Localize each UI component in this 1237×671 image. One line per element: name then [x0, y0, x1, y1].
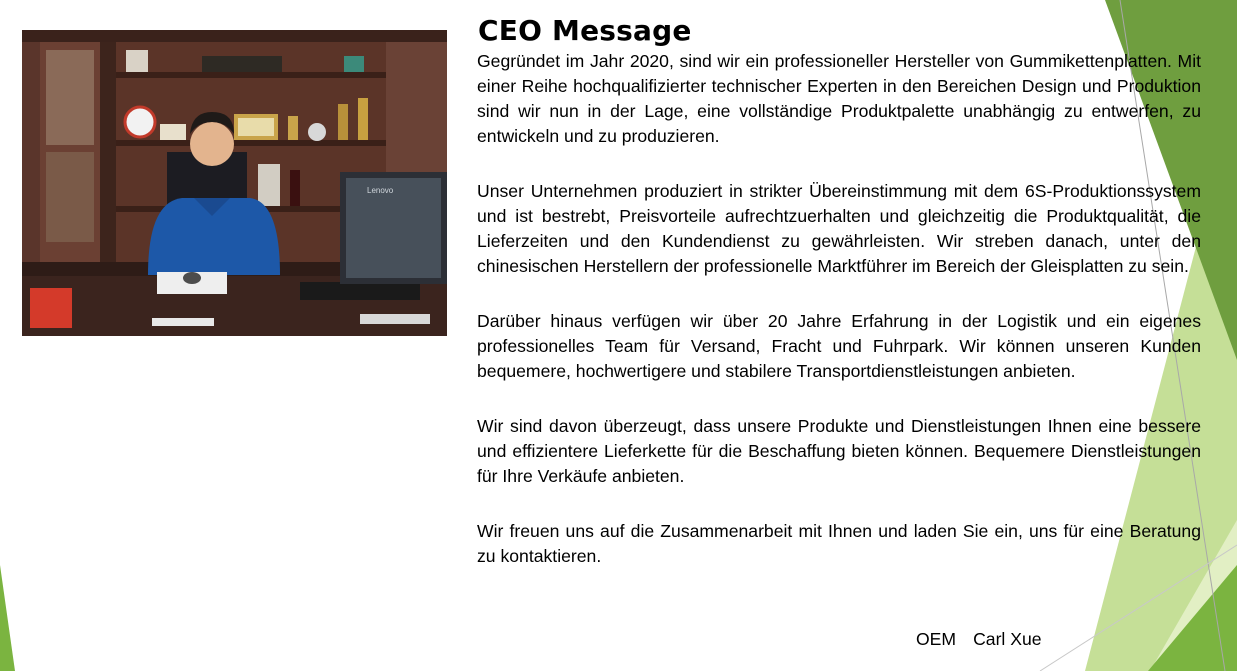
signature-name: Carl Xue: [973, 629, 1042, 649]
page-title: CEO Message: [478, 14, 692, 47]
ceo-message-body: [477, 49, 1201, 569]
signature-role: OEM: [916, 629, 957, 649]
left-green-sliver: [0, 565, 15, 671]
ceo-photo: [22, 30, 447, 336]
message-paragraph-4: Wir sind davon überzeugt, dass unsere Produkte und Dienstleistungen Ihnen eine bessere und effizientere Lieferkette für die Beschaffung bieten können. Bequemere Dienstleistungen für Ihre Verkäufe anbieten.: [477, 416, 1201, 486]
signature: [916, 627, 1042, 652]
message-paragraph-2: Unser Unternehmen produziert in strikter Übereinstimmung mit dem 6S-Produktionssystem und ist bestrebt, Preisvorteile aufrechtzuerhalten und gleichzeitig die Produktqualität, die Lieferzeiten und den Kundendienst zu gewährleisten. Wir streben danach, unter den chinesischen Herstellern der professionelle Marktführer im Bereich der Gleisplatten zu sein.: [477, 181, 1201, 276]
message-paragraph-1: Gegründet im Jahr 2020, sind wir ein professioneller Hersteller von Gummikettenplatten. Mit einer Reihe hochqualifizierter technischer Experten in den Bereichen Design und Produktion sind wir nun in der Lage, eine vollständige Produktpalette unabhängig zu entwerfen, zu entwickeln und zu produzieren.: [477, 51, 1201, 146]
monitor-brand-text: Lenovo: [367, 186, 394, 195]
message-paragraph-5: Wir freuen uns auf die Zusammenarbeit mit Ihnen und laden Sie ein, uns für eine Beratung zu kontaktieren.: [477, 521, 1201, 566]
message-paragraph-3: Darüber hinaus verfügen wir über 20 Jahre Erfahrung in der Logistik und ein eigenes professionelles Team für Versand, Fracht und Fuhrpark. Wir können unseren Kunden bequemere, hochwertigere und stabilere Transportdienstleistungen anbieten.: [477, 311, 1201, 381]
